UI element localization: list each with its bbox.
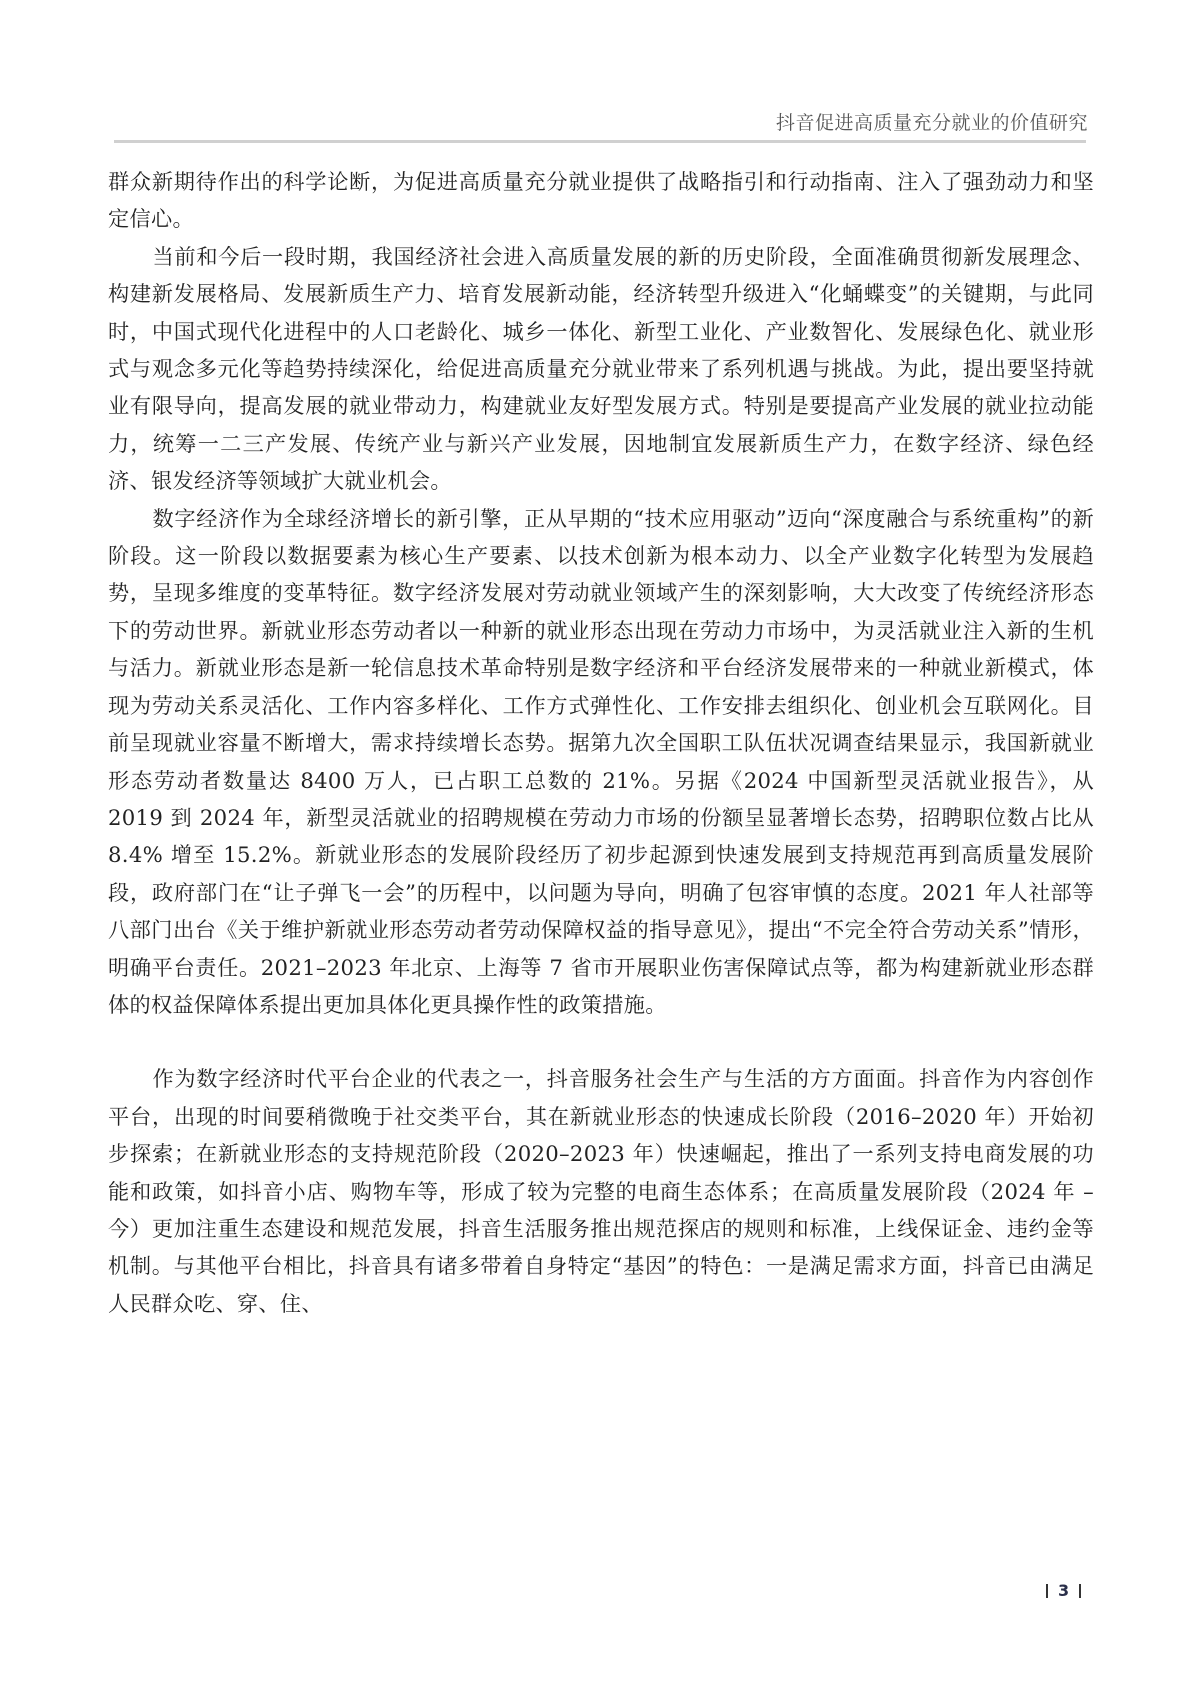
- page-number-right-bar: [1079, 1584, 1081, 1598]
- running-header: 抖音促进高质量充分就业的价值研究: [775, 112, 1088, 134]
- page-number: [1046, 1581, 1081, 1600]
- paragraph-gap: [108, 1023, 1094, 1060]
- page-number-value: 3: [1058, 1581, 1070, 1600]
- page-number-left-bar: [1046, 1584, 1048, 1598]
- paragraph-1: 群众新期待作出的科学论断，为促进高质量充分就业提供了战略指引和行动指南、注入了强劲动力和坚定信心。: [108, 169, 1094, 232]
- paragraph-4: 作为数字经济时代平台企业的代表之一，抖音服务社会生产与生活的方方面面。抖音作为内容创作平台，出现的时间要稍微晚于社交类平台，其在新就业形态的快速成长阶段（2016–2020 年）开始初步探索；在新就业形态的支持规范阶段（2020–2023 年）快速崛起，推出了一系列支持电商发展的功能和政策，如抖音小店、购物车等，形成了较为完整的电商生态体系；在高质量发展阶段（2024 年 – 今）更加注重生态建设和规范发展，抖音生活服务推出规范探店的规则和标准，上线保证金、违约金等机制。与其他平台相比，抖音具有诸多带着自身特定“基因”的特色：一是满足需求方面，抖音已由满足人民群众吃、穿、住、: [108, 1066, 1094, 1316]
- header-rule: [114, 140, 1086, 143]
- paragraph-2: 当前和今后一段时期，我国经济社会进入高质量发展的新的历史阶段，全面准确贯彻新发展理念、构建新发展格局、发展新质生产力、培育发展新动能，经济转型升级进入“化蛹蝶变”的关键期，与此同时，中国式现代化进程中的人口老龄化、城乡一体化、新型工业化、产业数智化、发展绿色化、就业形式与观念多元化等趋势持续深化，给促进高质量充分就业带来了系列机遇与挑战。为此，提出要坚持就业有限导向，提高发展的就业带动力，构建就业友好型发展方式。特别是要提高产业发展的就业拉动能力，统筹一二三产发展、传统产业与新兴产业发展，因地制宜发展新质生产力，在数字经济、绿色经济、银发经济等领域扩大就业机会。: [108, 243, 1094, 494]
- body-text: [108, 163, 1094, 1322]
- paragraph-3: 数字经济作为全球经济增长的新引擎，正从早期的“技术应用驱动”迈向“深度融合与系统重构”的新阶段。这一阶段以数据要素为核心生产要素、以技术创新为根本动力、以全产业数字化转型为发展趋势，呈现多维度的变革特征。数字经济发展对劳动就业领域产生的深刻影响，大大改变了传统经济形态下的劳动世界。新就业形态劳动者以一种新的就业形态出现在劳动力市场中，为灵活就业注入新的生机与活力。新就业形态是新一轮信息技术革命特别是数字经济和平台经济发展带来的一种就业新模式，体现为劳动关系灵活化、工作内容多样化、工作方式弹性化、工作安排去组织化、创业机会互联网化。目前呈现就业容量不断增大，需求持续增长态势。据第九次全国职工队伍状况调查结果显示，我国新就业形态劳动者数量达 8400 万人，已占职工总数的 21%。另据《2024 中国新型灵活就业报告》，从 2019 到 2024 年，新型灵活就业的招聘规模在劳动力市场的份额呈显著增长态势，招聘职位数占比从 8.4% 增至 15.2%。新就业形态的发展阶段经历了初步起源到快速发展到支持规范再到高质量发展阶段，政府部门在“让子弹飞一会”的历程中，以问题为导向，明确了包容审慎的态度。2021 年人社部等八部门出台《关于维护新就业形态劳动者劳动保障权益的指导意见》，提出“不完全符合劳动关系”情形，明确平台责任。2021–2023 年北京、上海等 7 省市开展职业伤害保障试点等，都为构建新就业形态群体的权益保障体系提出更加具体化更具操作性的政策措施。: [108, 505, 1095, 1017]
